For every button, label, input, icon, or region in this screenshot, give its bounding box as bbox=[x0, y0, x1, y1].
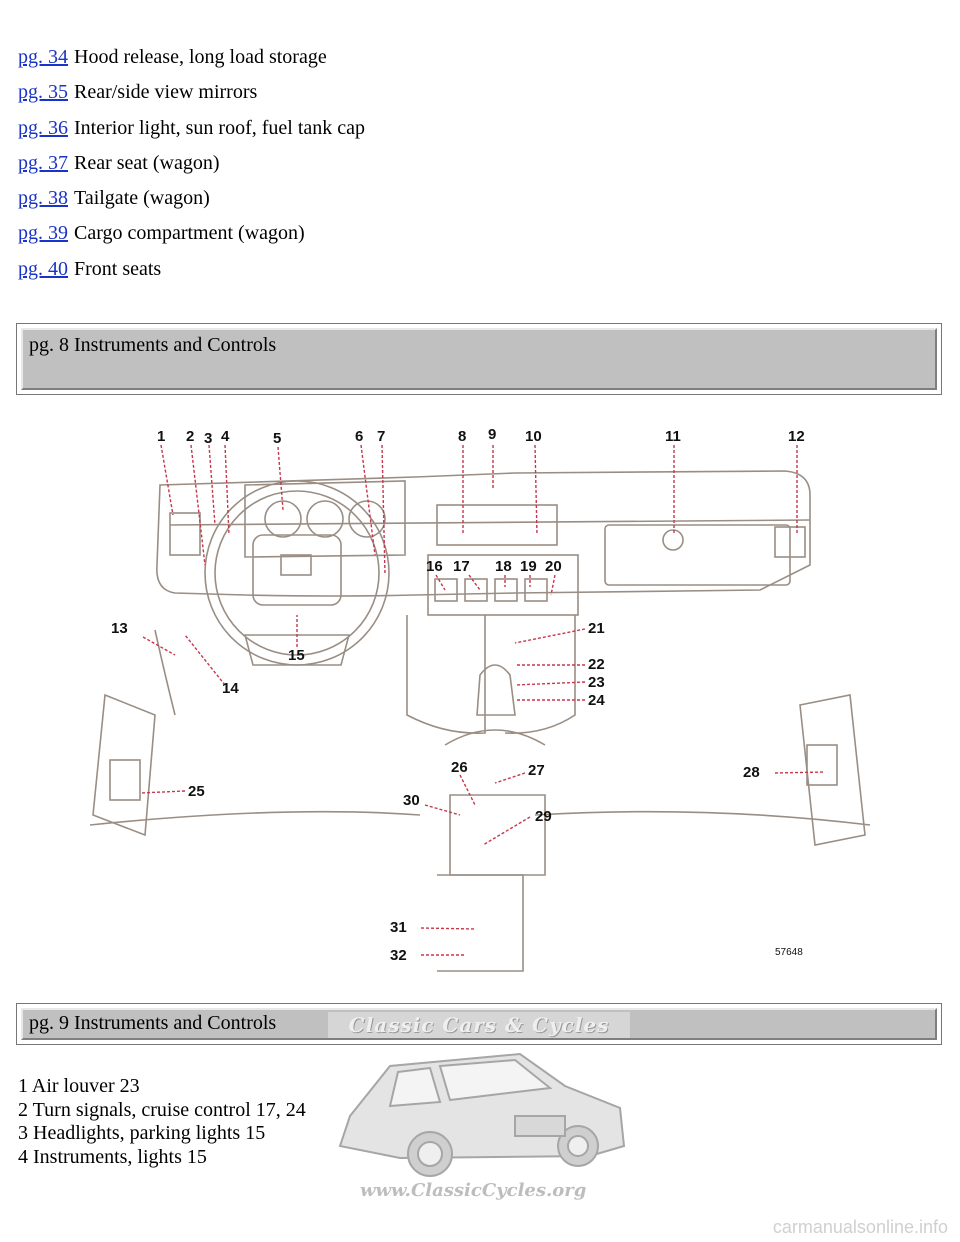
diagram-label: 27 bbox=[528, 762, 545, 779]
toc-item-text: Rear seat (wagon) bbox=[74, 151, 220, 174]
section-banner-pg8 bbox=[16, 323, 942, 395]
toc-item bbox=[18, 252, 918, 287]
diagram-label: 12 bbox=[788, 428, 805, 445]
switch-17 bbox=[465, 579, 487, 601]
window-switch-right bbox=[807, 745, 837, 785]
toc-item-text: Interior light, sun roof, fuel tank cap bbox=[74, 116, 366, 139]
toc-link-39[interactable]: pg. 39 bbox=[18, 222, 68, 245]
gear-lever bbox=[477, 665, 515, 715]
glovebox bbox=[605, 525, 790, 585]
dash-outline bbox=[157, 471, 810, 596]
diagram-label: 32 bbox=[390, 947, 407, 964]
diagram-label: 19 bbox=[520, 558, 537, 575]
section-banner-title: pg. 8 Instruments and Controls bbox=[21, 328, 937, 390]
dashboard-diagram bbox=[85, 415, 875, 975]
legend-item: 4 Instruments, lights 15 bbox=[18, 1145, 207, 1168]
diagram-label: 24 bbox=[588, 692, 605, 709]
diagram-label: 10 bbox=[525, 428, 542, 445]
left-vent bbox=[170, 513, 200, 555]
switch-16 bbox=[435, 579, 457, 601]
diagram-label: 14 bbox=[222, 680, 239, 697]
diagram-label: 2 bbox=[186, 428, 195, 445]
diagram-label: 25 bbox=[188, 783, 205, 800]
switch-19 bbox=[525, 579, 547, 601]
diagram-label: 31 bbox=[390, 919, 407, 936]
diagram-label: 3 bbox=[204, 430, 213, 447]
legend-item: 3 Headlights, parking lights 15 bbox=[18, 1122, 266, 1144]
toc-item bbox=[18, 181, 918, 216]
diagram-label: 7 bbox=[377, 428, 386, 445]
toc-item-text: Cargo compartment (wagon) bbox=[74, 222, 305, 245]
steering-hub bbox=[253, 535, 341, 605]
diagram-label: 29 bbox=[535, 808, 552, 825]
diagram-label: 13 bbox=[111, 620, 128, 637]
controls-legend bbox=[18, 1075, 306, 1169]
left-door-panel bbox=[93, 695, 155, 835]
toc-item bbox=[18, 146, 918, 181]
watermark-car-logo bbox=[320, 1046, 632, 1206]
footer-watermark: carmanualsonline.info bbox=[772, 1217, 948, 1237]
toc-link-37[interactable]: pg. 37 bbox=[18, 151, 68, 174]
toc-link-38[interactable]: pg. 38 bbox=[18, 187, 68, 210]
toc-link-40[interactable]: pg. 40 bbox=[18, 257, 68, 280]
rear-console bbox=[437, 875, 523, 971]
toc-link-36[interactable]: pg. 36 bbox=[18, 116, 68, 139]
car-logo-icon bbox=[320, 1046, 632, 1206]
dashboard-drawing bbox=[85, 415, 875, 975]
door-edge-left bbox=[155, 630, 175, 715]
diagram-code: 57648 bbox=[775, 947, 803, 958]
cluster bbox=[245, 481, 405, 557]
section-banner-title: pg. 9 Instruments and Controls bbox=[21, 1008, 937, 1040]
floor-left bbox=[90, 812, 420, 825]
diagram-label: 28 bbox=[743, 764, 760, 781]
tunnel-left bbox=[407, 615, 485, 733]
radio-panel bbox=[437, 505, 557, 545]
diagram-label: 11 bbox=[665, 428, 681, 445]
diagram-label: 23 bbox=[588, 674, 605, 691]
diagram-label: 22 bbox=[588, 656, 605, 673]
toc-item bbox=[18, 111, 918, 146]
toc-item bbox=[18, 216, 918, 251]
diagram-label: 16 bbox=[426, 558, 443, 575]
toc-item-text: Tailgate (wagon) bbox=[74, 187, 210, 210]
diagram-label: 6 bbox=[355, 428, 364, 445]
toc-item-text: Front seats bbox=[74, 257, 162, 280]
diagram-label: 5 bbox=[273, 430, 282, 447]
legend-item: 1 Air louver 23 bbox=[18, 1075, 140, 1097]
diagram-label: 20 bbox=[545, 558, 562, 575]
toc-item-text: Hood release, long load storage bbox=[74, 46, 327, 68]
watermark-banner: Classic Cars & Cycles bbox=[328, 1012, 630, 1038]
switch-18 bbox=[495, 579, 517, 601]
steering-badge bbox=[281, 555, 311, 575]
toc-link-35[interactable]: pg. 35 bbox=[18, 81, 68, 104]
diagram-label: 21 bbox=[588, 620, 605, 637]
toc-list bbox=[18, 40, 918, 287]
diagram-label: 17 bbox=[453, 558, 470, 575]
toc-item-text: Rear/side view mirrors bbox=[74, 81, 258, 104]
floor-right bbox=[535, 812, 870, 825]
diagram-labels bbox=[111, 426, 805, 964]
diagram-label: 8 bbox=[458, 428, 467, 445]
gauge-center bbox=[307, 501, 343, 537]
diagram-label: 4 bbox=[221, 428, 230, 445]
diagram-label: 26 bbox=[451, 759, 468, 776]
diagram-label: 18 bbox=[495, 558, 512, 575]
toc-link-34[interactable]: pg. 34 bbox=[18, 46, 68, 68]
diagram-label: 1 bbox=[157, 428, 166, 445]
toc-item bbox=[18, 40, 918, 75]
gauge-left bbox=[265, 501, 301, 537]
glovebox-lock bbox=[663, 530, 683, 550]
legend-item: 2 Turn signals, cruise control 17, 24 bbox=[18, 1098, 306, 1121]
diagram-label: 30 bbox=[403, 792, 420, 809]
window-switches-left bbox=[110, 760, 140, 800]
diagram-label: 9 bbox=[488, 426, 497, 443]
armrest bbox=[450, 795, 545, 875]
diagram-label: 15 bbox=[288, 647, 305, 664]
watermark-url: www.ClassicCycles.org bbox=[360, 1180, 587, 1201]
toc-item bbox=[18, 75, 918, 110]
